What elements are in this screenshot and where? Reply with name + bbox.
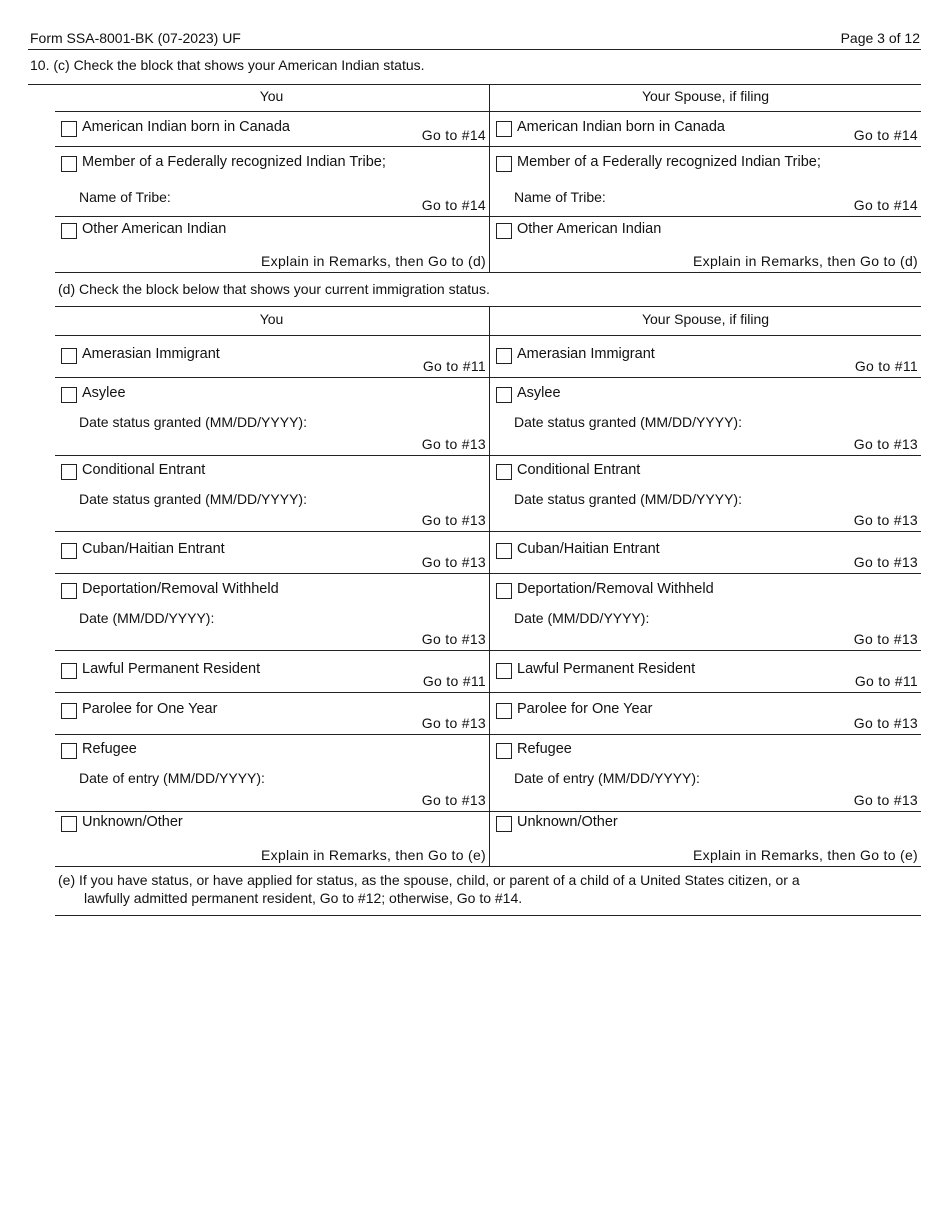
go-to-instruction: Go to #14	[421, 127, 486, 143]
checkbox[interactable]	[61, 583, 77, 599]
option-label: Conditional Entrant	[82, 462, 206, 478]
option-label: Other American Indian	[517, 221, 662, 237]
col-header-you: You	[259, 88, 284, 104]
status-option-you	[55, 735, 489, 811]
divider	[55, 866, 921, 867]
go-to-instruction: Go to #13	[853, 554, 918, 570]
go-to-instruction: Go to #13	[853, 715, 918, 731]
checkbox[interactable]	[496, 703, 512, 719]
option-sub-label: Name of Tribe:	[514, 189, 606, 205]
col-header-you: You	[259, 311, 284, 327]
status-option-you	[55, 378, 489, 455]
option-label: Asylee	[517, 385, 561, 401]
question-10e-line1: (e) If you have status, or have applied for status, as the spouse, child, or parent of a child of a United States citizen, or a	[58, 872, 800, 888]
form-id: Form SSA-8001-BK (07-2023) UF	[30, 30, 241, 46]
status-option-you	[55, 574, 489, 650]
option-label: Parolee for One Year	[82, 701, 218, 717]
go-to-instruction: Go to #11	[854, 673, 918, 689]
option-label: Lawful Permanent Resident	[82, 661, 261, 677]
option-label: Deportation/Removal Withheld	[82, 581, 279, 597]
go-to-instruction: Go to #14	[853, 197, 918, 213]
status-option-spouse	[490, 217, 921, 272]
checkbox[interactable]	[61, 663, 77, 679]
checkbox[interactable]	[496, 583, 512, 599]
checkbox[interactable]	[61, 543, 77, 559]
checkbox[interactable]	[61, 348, 77, 364]
checkbox[interactable]	[61, 743, 77, 759]
option-label: Amerasian Immigrant	[517, 346, 655, 362]
divider	[55, 306, 921, 307]
go-to-instruction: Go to #13	[853, 512, 918, 528]
checkbox[interactable]	[496, 543, 512, 559]
option-label: Amerasian Immigrant	[82, 346, 220, 362]
option-sub-label: Date of entry (MM/DD/YYYY):	[514, 770, 700, 786]
divider	[55, 272, 921, 273]
question-10e-line2: lawfully admitted permanent resident, Go to #12; otherwise, Go to #14.	[84, 890, 523, 906]
status-option-spouse	[490, 735, 921, 811]
checkbox[interactable]	[496, 663, 512, 679]
status-option-you	[55, 693, 489, 734]
status-option-spouse	[490, 112, 921, 146]
go-to-instruction: Go to #11	[422, 673, 486, 689]
option-sub-label: Date (MM/DD/YYYY):	[79, 610, 215, 626]
divider	[55, 915, 921, 916]
option-label: Lawful Permanent Resident	[517, 661, 696, 677]
status-option-spouse	[490, 812, 921, 866]
option-label: Refugee	[82, 741, 137, 757]
status-option-spouse	[490, 147, 921, 216]
checkbox[interactable]	[61, 156, 77, 172]
option-sub-label: Date status granted (MM/DD/YYYY):	[79, 491, 307, 507]
option-label: Member of a Federally recognized Indian Tribe;	[82, 154, 386, 170]
status-option-spouse	[490, 574, 921, 650]
option-label: Parolee for One Year	[517, 701, 653, 717]
option-label: Deportation/Removal Withheld	[517, 581, 714, 597]
checkbox[interactable]	[61, 387, 77, 403]
status-option-you	[55, 532, 489, 573]
option-label: Unknown/Other	[82, 814, 183, 830]
option-label: Cuban/Haitian Entrant	[82, 541, 225, 557]
go-to-instruction: Go to #13	[421, 715, 486, 731]
go-to-instruction: Go to #13	[421, 554, 486, 570]
go-to-instruction: Go to #13	[853, 436, 918, 452]
checkbox[interactable]	[496, 743, 512, 759]
status-option-you	[55, 112, 489, 146]
option-label: Member of a Federally recognized Indian Tribe;	[517, 154, 821, 170]
question-10c: 10. (c) Check the block that shows your American Indian status.	[30, 57, 425, 73]
option-sub-label: Date status granted (MM/DD/YYYY):	[514, 414, 742, 430]
status-option-you	[55, 147, 489, 216]
go-to-instruction: Explain in Remarks, then Go to (e)	[261, 847, 486, 863]
status-option-spouse	[490, 456, 921, 531]
go-to-instruction: Go to #14	[421, 197, 486, 213]
go-to-instruction: Go to #13	[421, 792, 486, 808]
checkbox[interactable]	[496, 121, 512, 137]
go-to-instruction: Go to #13	[853, 631, 918, 647]
status-option-you	[55, 456, 489, 531]
checkbox[interactable]	[61, 464, 77, 480]
divider	[28, 84, 921, 85]
status-option-spouse	[490, 532, 921, 573]
option-sub-label: Date of entry (MM/DD/YYYY):	[79, 770, 265, 786]
option-label: American Indian born in Canada	[82, 119, 290, 135]
go-to-instruction: Explain in Remarks, then Go to (e)	[693, 847, 918, 863]
go-to-instruction: Go to #13	[421, 512, 486, 528]
checkbox[interactable]	[61, 223, 77, 239]
status-option-spouse	[490, 336, 921, 377]
option-sub-label: Name of Tribe:	[79, 189, 171, 205]
go-to-instruction: Go to #11	[854, 358, 918, 374]
checkbox[interactable]	[61, 121, 77, 137]
option-label: Other American Indian	[82, 221, 227, 237]
checkbox[interactable]	[496, 223, 512, 239]
checkbox[interactable]	[496, 387, 512, 403]
checkbox[interactable]	[496, 348, 512, 364]
divider	[28, 49, 921, 50]
go-to-instruction: Explain in Remarks, then Go to (d)	[693, 253, 918, 269]
col-header-spouse: Your Spouse, if filing	[641, 88, 770, 104]
question-10d: (d) Check the block below that shows your current immigration status.	[58, 281, 490, 297]
checkbox[interactable]	[496, 816, 512, 832]
option-sub-label: Date (MM/DD/YYYY):	[514, 610, 650, 626]
option-label: Refugee	[517, 741, 572, 757]
go-to-instruction: Go to #14	[853, 127, 918, 143]
status-option-spouse	[490, 693, 921, 734]
checkbox[interactable]	[496, 156, 512, 172]
status-option-you	[55, 217, 489, 272]
status-option-you	[55, 651, 489, 692]
status-option-spouse	[490, 651, 921, 692]
option-label: Cuban/Haitian Entrant	[517, 541, 660, 557]
checkbox[interactable]	[496, 464, 512, 480]
status-option-you	[55, 336, 489, 377]
option-label: Unknown/Other	[517, 814, 618, 830]
go-to-instruction: Go to #13	[421, 436, 486, 452]
go-to-instruction: Go to #13	[853, 792, 918, 808]
option-sub-label: Date status granted (MM/DD/YYYY):	[79, 414, 307, 430]
go-to-instruction: Go to #13	[421, 631, 486, 647]
col-header-spouse: Your Spouse, if filing	[641, 311, 770, 327]
option-label: Asylee	[82, 385, 126, 401]
checkbox[interactable]	[61, 703, 77, 719]
option-sub-label: Date status granted (MM/DD/YYYY):	[514, 491, 742, 507]
page-number: Page 3 of 12	[840, 30, 920, 46]
option-label: American Indian born in Canada	[517, 119, 725, 135]
status-option-spouse	[490, 378, 921, 455]
status-option-you	[55, 812, 489, 866]
go-to-instruction: Go to #11	[422, 358, 486, 374]
go-to-instruction: Explain in Remarks, then Go to (d)	[261, 253, 486, 269]
checkbox[interactable]	[61, 816, 77, 832]
option-label: Conditional Entrant	[517, 462, 641, 478]
